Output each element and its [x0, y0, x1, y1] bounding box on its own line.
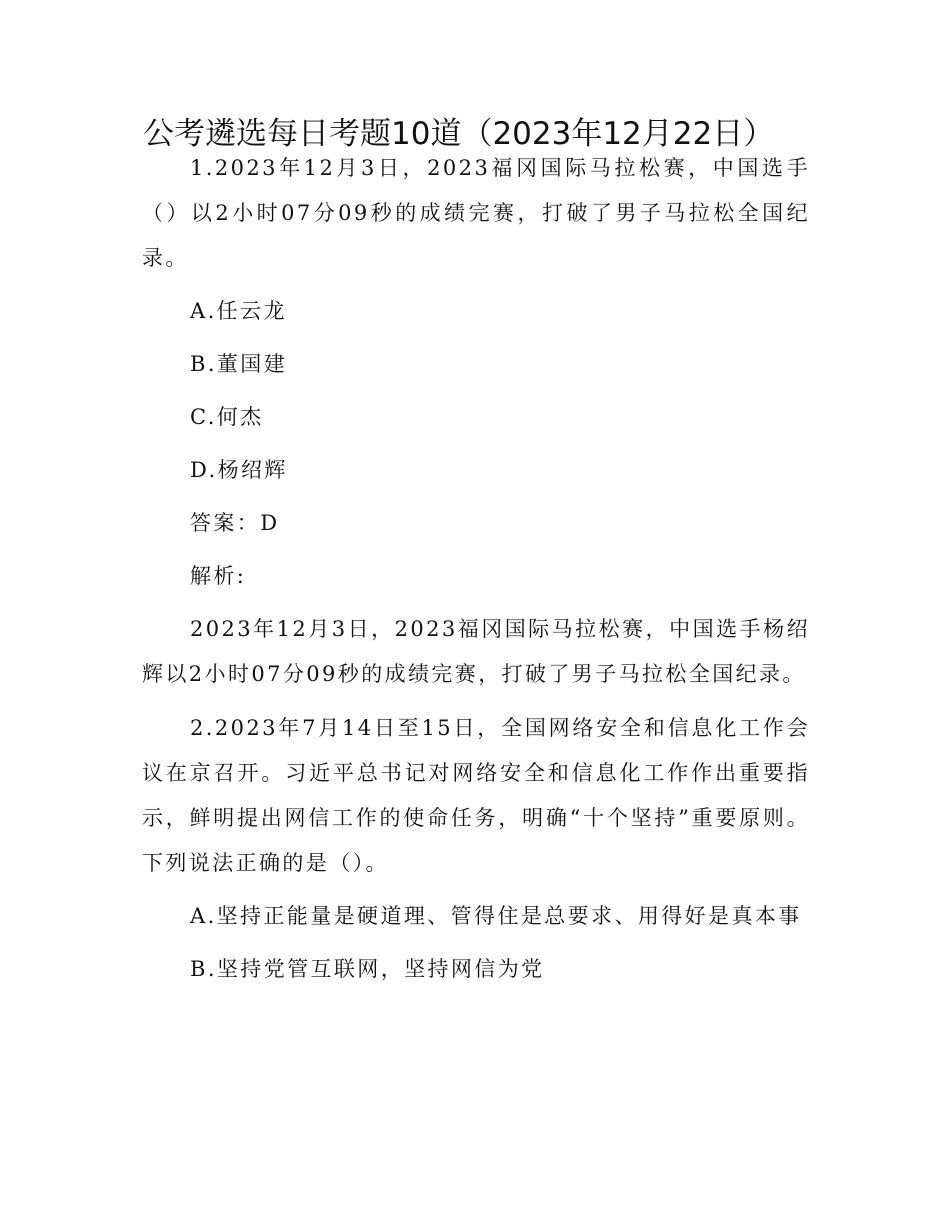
document-body — [142, 146, 810, 992]
question-2-option-a: A.坚持正能量是硬道理、管得住是总要求、用得好是真本事 — [190, 904, 802, 928]
question-1-answer: 答案：D — [190, 511, 280, 535]
question-2-stem: 2.2023年7月14日至15日，全国网络安全和信息化工作会议在京召开。习近平总书记对网络安全和信息化工作作出重要指示，鲜明提出网信工作的使命任务，明确“十个坚持”重要原则。下列说法正确的是（）。 — [142, 716, 810, 875]
question-1-option-a: A.任云龙 — [190, 299, 287, 323]
question-1-analysis: 2023年12月3日，2023福冈国际马拉松赛，中国选手杨绍辉以2小时07分09秒的成绩完赛，打破了男子马拉松全国纪录。 — [142, 617, 810, 686]
page-title: 公考遴选每日考题10道（2023年12月22日） — [143, 116, 775, 152]
question-1-option-b: B.董国建 — [190, 352, 288, 376]
question-1-option-d: D.杨绍辉 — [190, 458, 288, 482]
question-1-stem: 1.2023年12月3日，2023福冈国际马拉松赛，中国选手（）以2小时07分09秒的成绩完赛，打破了男子马拉松全国纪录。 — [142, 156, 810, 270]
question-1-analysis-label: 解析: — [190, 564, 247, 588]
question-2-option-b: B.坚持党管互联网，坚持网信为党 — [190, 957, 545, 981]
question-1-option-c: C.何杰 — [190, 405, 264, 429]
